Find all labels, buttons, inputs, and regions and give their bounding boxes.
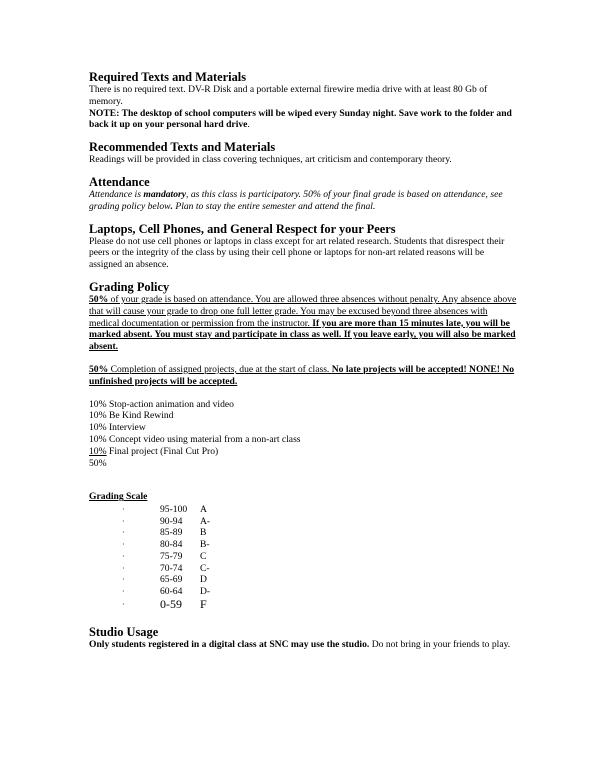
attendance-post2: Plan to stay the entire semester and attend the final.	[172, 200, 376, 212]
studio-usage-rule: Only students registered in a digital class at SNC may use the studio.	[89, 638, 370, 650]
note-text: NOTE: The desktop of school computers will be wiped every Sunday night. Save work to the folder and back it up on your personal hard drive	[89, 107, 512, 131]
heading-grading-policy: Grading Policy	[89, 279, 170, 294]
attendance-pre: Attendance is	[89, 188, 144, 200]
heading-studio-usage: Studio Usage	[89, 624, 159, 639]
grading-item: 10% Be Kind Rewind	[89, 410, 174, 422]
heading-laptops: Laptops, Cell Phones, and General Respect for your Peers	[89, 221, 396, 236]
grade-row	[89, 586, 519, 598]
grading-scale-table	[89, 504, 519, 612]
note-end: .	[247, 119, 250, 131]
bullet-icon: ·	[122, 505, 125, 515]
grade-range: 60-64	[160, 585, 183, 597]
grading-item: 10% Stop-action animation and video	[89, 398, 234, 410]
grading-attendance-paragraph	[89, 294, 519, 353]
grade-letter: F	[200, 596, 207, 611]
grade-range: 70-74	[160, 562, 183, 574]
studio-usage-body	[89, 639, 519, 651]
heading-recommended-texts: Recommended Texts and Materials	[89, 140, 276, 155]
bullet-icon: ·	[122, 516, 125, 526]
grade-row	[89, 563, 519, 575]
section-required-texts	[89, 70, 519, 131]
grading-no-late-projects: No late projects will be accepted! NONE! No unfinished projects will be accepted.	[89, 363, 515, 387]
grade-row	[89, 504, 519, 516]
grade-letter: A-	[200, 515, 211, 527]
grade-letter: C-	[200, 562, 210, 574]
bullet-icon: ·	[122, 540, 125, 550]
grade-range: 80-84	[160, 539, 183, 551]
required-texts-note	[89, 108, 519, 132]
heading-required-texts: Required Texts and Materials	[89, 70, 247, 84]
section-studio-usage	[89, 625, 519, 651]
grading-projects-text: Completion of assigned projects, due at the start of class.	[108, 363, 332, 375]
grade-row	[89, 598, 519, 612]
bullet-icon: ·	[122, 599, 125, 609]
section-attendance	[89, 175, 519, 213]
grade-range: 85-89	[160, 527, 183, 539]
bullet-icon: ·	[122, 563, 125, 573]
grade-letter: C	[200, 550, 207, 562]
heading-attendance: Attendance	[89, 174, 150, 189]
section-recommended-texts	[89, 140, 519, 166]
bullet-icon: ·	[122, 551, 125, 561]
grade-row	[89, 574, 519, 586]
final-project-pct: 10%	[89, 445, 107, 457]
attendance-mandatory: mandatory	[143, 188, 187, 200]
grade-row	[89, 516, 519, 528]
grading-item: 10% Concept video using material from a non-art class	[89, 433, 301, 445]
grading-items-list	[89, 399, 519, 446]
attendance-body	[89, 189, 519, 213]
grade-range: 75-79	[160, 550, 183, 562]
studio-usage-text: Do not bring in your friends to play.	[369, 638, 511, 650]
grade-letter: A	[200, 504, 207, 516]
grade-range: 90-94	[160, 515, 183, 527]
required-texts-body: There is no required text. DV-R Disk and a portable external firewire media drive with at least 80 Gb of memory.	[89, 84, 488, 107]
laptops-body: Please do not use cell phones or laptops in class except for art related research. Students that disrespect their peers or the integrity of the class by using their cell phone or laptops for non-art related reasons will be assigned an absence.	[89, 235, 505, 271]
attendance-period: .	[170, 200, 173, 212]
grade-letter: D	[200, 574, 207, 586]
grade-row	[89, 539, 519, 551]
grading-projects-pct: 50%	[89, 363, 109, 375]
grade-range: 0-59	[160, 596, 182, 611]
grading-item: 10% Interview	[89, 422, 146, 434]
grading-total: 50%	[89, 457, 107, 469]
grade-letter: B-	[200, 539, 210, 551]
final-project-text: Final project (Final Cut Pro)	[106, 445, 219, 457]
grade-range: 95-100	[160, 504, 188, 516]
section-laptops	[89, 222, 519, 271]
grade-range: 65-69	[160, 574, 183, 586]
section-grading-scale	[89, 491, 519, 611]
grading-late-policy: If you are more than 15 minutes late, you will be marked absent. You must stay and participate in class as well. If you leave early, you will also be marked absent.	[89, 317, 516, 353]
attendance-post: , as this class is participatory. 50% of your final grade is based on attendance, see grading policy below	[89, 188, 503, 212]
grading-attendance-text: of your grade is based on attendance. You are allowed three absences without penalty. Any absence above that will cause your grade to drop one full letter grade. You may be excused beyond three absences with medical documentation or permission from the instructor.	[89, 293, 517, 329]
grading-attendance-pct: 50%	[89, 293, 109, 305]
bullet-icon: ·	[122, 586, 125, 596]
grade-letter: D-	[200, 585, 211, 597]
recommended-texts-body: Readings will be provided in class covering techniques, art criticism and contemporary theory.	[89, 154, 452, 166]
grade-letter: B	[200, 527, 207, 539]
grade-row	[89, 551, 519, 563]
grading-projects-paragraph	[89, 364, 519, 388]
grade-row	[89, 528, 519, 540]
heading-grading-scale: Grading Scale	[89, 491, 148, 503]
bullet-icon: ·	[122, 575, 125, 585]
bullet-icon: ·	[122, 528, 125, 538]
grading-final-project	[89, 446, 519, 458]
section-grading-policy	[89, 280, 519, 491]
syllabus-page	[89, 70, 519, 659]
